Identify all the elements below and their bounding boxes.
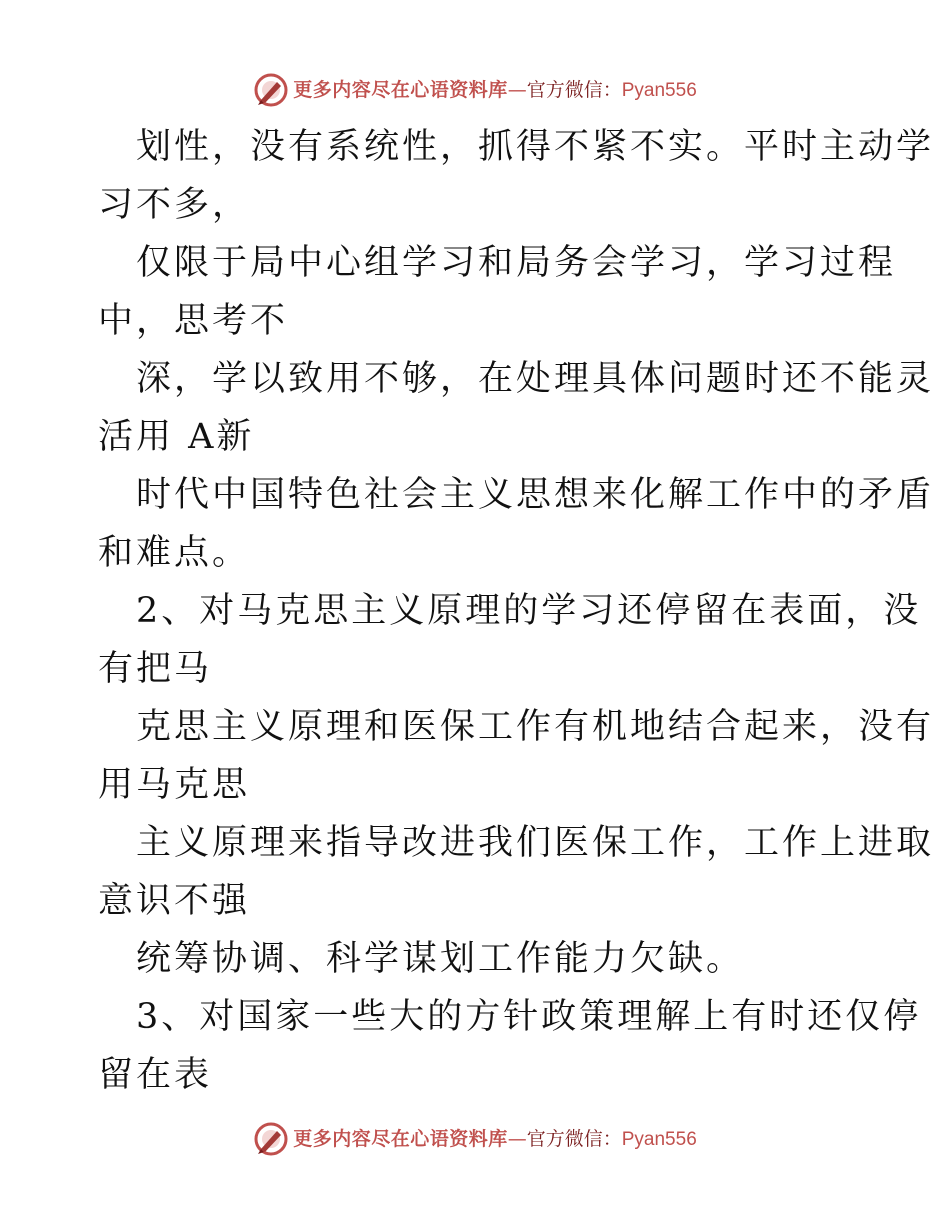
text-line: 2、对马克思主义原理的学习还停留在表面，没	[136, 591, 922, 631]
text-line: 活用 A新	[98, 417, 255, 457]
text-line: 统筹协调、科学谋划工作能力欠缺。	[136, 939, 745, 979]
site-name: 更多内容尽在心语资料库	[293, 78, 508, 101]
text-line: 有把马	[98, 649, 213, 689]
text-line: 中，思考不	[98, 301, 289, 341]
banner-dash: —	[507, 1127, 527, 1150]
wechat-id: Pyan556	[621, 79, 697, 101]
body-text	[98, 118, 935, 1104]
text-line: 划性，没有系统性，抓得不紧不实。平时主动学	[136, 127, 935, 167]
pen-logo-icon	[253, 1121, 289, 1157]
text-line: 用马克思	[98, 765, 251, 805]
text-line: 仅限于局中心组学习和局务会学习，学习过程	[136, 243, 897, 283]
wechat-id: Pyan556	[621, 1128, 697, 1150]
wechat-label: 官方微信：	[526, 1127, 622, 1150]
pen-logo-icon	[253, 72, 289, 108]
text-line: 和难点。	[98, 533, 251, 573]
text-line: 留在表	[98, 1055, 213, 1095]
text-line: 深，学以致用不够，在处理具体问题时还不能灵	[136, 359, 935, 399]
text-line: 习不多，	[98, 185, 251, 225]
site-name: 更多内容尽在心语资料库	[293, 1127, 508, 1150]
wechat-label: 官方微信：	[526, 78, 622, 101]
text-line: 3、对国家一些大的方针政策理解上有时还仅停	[136, 997, 922, 1037]
text-line: 意识不强	[98, 881, 251, 921]
text-line: 时代中国特色社会主义思想来化解工作中的矛盾	[136, 475, 935, 515]
footer-watermark-banner	[0, 1119, 950, 1159]
text-line: 主义原理来指导改进我们医保工作，工作上进取	[136, 823, 935, 863]
header-watermark-banner	[0, 70, 950, 110]
text-line: 克思主义原理和医保工作有机地结合起来，没有	[136, 707, 935, 747]
banner-dash: —	[507, 78, 527, 101]
